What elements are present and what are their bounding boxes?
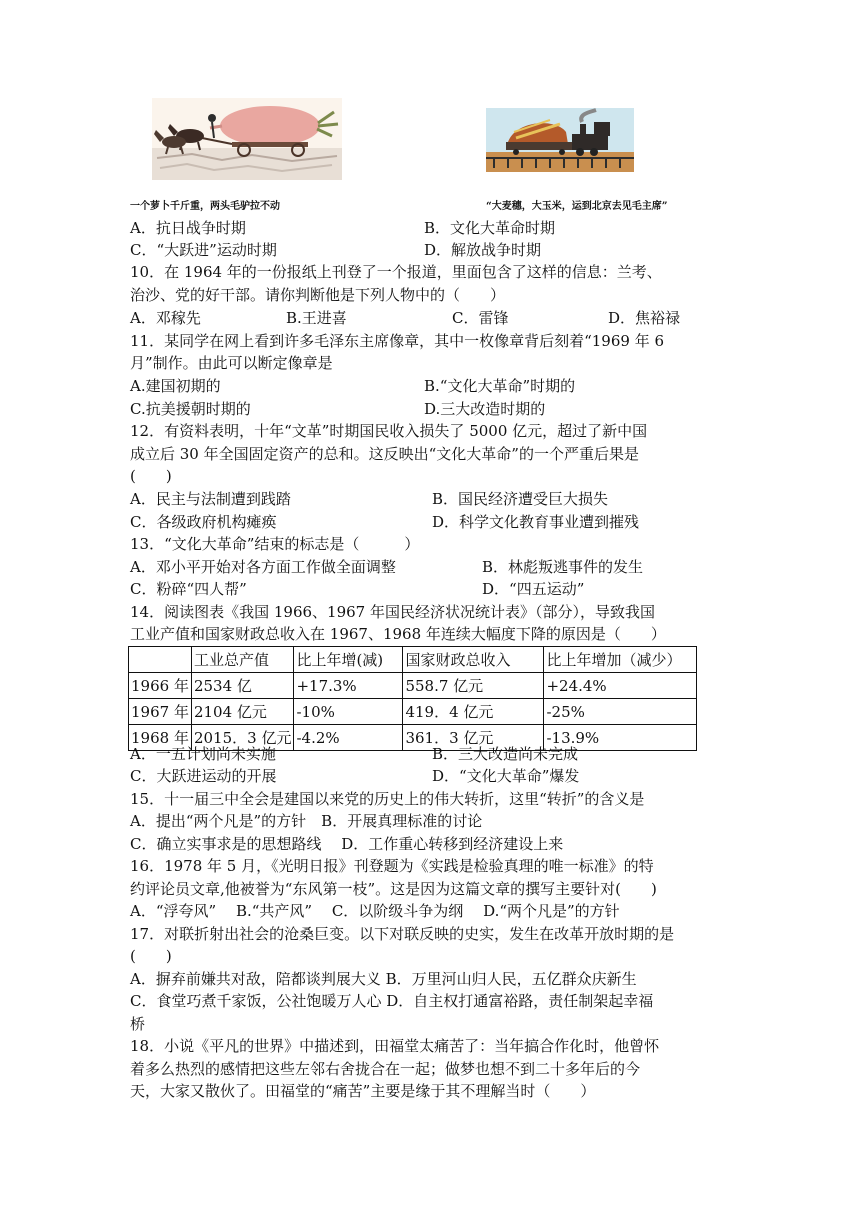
table-cell: -10% — [294, 699, 403, 725]
table-cell: 1968 年 — [129, 725, 192, 751]
q10-option-a: A．邓稼先 — [130, 309, 201, 327]
q11-option-d: D.三大改造时期的 — [424, 400, 546, 418]
q13-option-d: D．“四五运动” — [482, 580, 585, 598]
q14-option-d: D．“文化大革命”爆发 — [432, 767, 580, 785]
q10-stem-line1: 10．在 1964 年的一份报纸上刊登了一个报道，里面包含了这样的信息：兰考、 — [130, 263, 662, 281]
table-header-cell: 比上年增加（减少） — [544, 647, 697, 673]
q15-stem-line1: 15．十一届三中全会是建国以来党的历史上的伟大转折，这里“转折”的含义是 — [130, 790, 645, 808]
q9-option-d: D．解放战争时期 — [424, 241, 542, 259]
grain-train-cartoon — [486, 108, 634, 172]
table-cell: -25% — [544, 699, 697, 725]
q10-option-c: C．雷锋 — [452, 309, 509, 327]
q13-option-b: B．林彪叛逃事件的发生 — [482, 558, 644, 576]
q15-options-line2: C．确立实事求是的思想路线 D．工作重心转移到经济建设上来 — [130, 835, 564, 853]
table-header-cell: 工业总产值 — [191, 647, 294, 673]
table-header-cell: 国家财政总收入 — [403, 647, 544, 673]
q14-option-c: C．大跃进运动的开展 — [130, 767, 277, 785]
table-header-cell — [129, 647, 192, 673]
table-row — [129, 673, 697, 699]
q13-stem-line1: 13．“文化大革命”结束的标志是（ ） — [130, 535, 420, 553]
q12-stem-line2: 成立后 30 年全国固定资产的总和。这反映出“文化大革命”的一个严重后果是 — [130, 445, 639, 463]
right-cartoon-caption: “大麦穗，大玉米，运到北京去见毛主席” — [486, 201, 668, 212]
q12-stem-line1: 12．有资料表明，十年“文革”时期国民收入损失了 5000 亿元，超过了新中国 — [130, 422, 648, 440]
table-header-row — [129, 647, 697, 673]
q12-option-d: D．科学文化教育事业遭到摧残 — [432, 513, 640, 531]
q12-option-a: A．民主与法制遭到践踏 — [130, 490, 291, 508]
table-cell: 2015．3 亿元 — [191, 725, 294, 751]
table-cell: 1967 年 — [129, 699, 192, 725]
table-cell: +17.3% — [294, 673, 403, 699]
table-header-cell: 比上年增(减) — [294, 647, 403, 673]
table-cell: -13.9% — [544, 725, 697, 751]
table-cell: 361．3 亿元 — [403, 725, 544, 751]
q14-option-b: B．三大改造尚未完成 — [432, 745, 579, 763]
radish-cart-cartoon — [152, 98, 342, 180]
table-cell: -4.2% — [294, 725, 403, 751]
economy-stats-table — [128, 646, 697, 751]
q9-option-a: A．抗日战争时期 — [130, 219, 246, 237]
q13-option-c: C．粉碎“四人帮” — [130, 580, 247, 598]
table-cell: +24.4% — [544, 673, 697, 699]
q12-option-c: C．各级政府机构瘫痪 — [130, 513, 277, 531]
q9-option-b: B．文化大革命时期 — [424, 219, 556, 237]
q17-options-line3: 桥 — [130, 1015, 146, 1033]
q17-options-line1: A．摒弃前嫌共对敌，陪都谈判展大义 B．万里河山归人民，五亿群众庆新生 — [130, 970, 637, 988]
q13-option-a: A．邓小平开始对各方面工作做全面调整 — [130, 558, 396, 576]
q18-stem-line2: 着多么热烈的感情把这些左邻右舍拢合在一起；做梦也想不到二十多年后的今 — [130, 1060, 641, 1078]
q14-stem-line2: 工业产值和国家财政总收入在 1967、1968 年连续大幅度下降的原因是（ ） — [130, 625, 666, 643]
table-cell: 419．4 亿元 — [403, 699, 544, 725]
q15-options-line1: A．提出“两个凡是”的方针 B．开展真理标准的讨论 — [130, 812, 483, 830]
q16-stem-line2: 约评论员文章,他被誉为“东风第一枝”。这是因为这篇文章的撰写主要针对( ) — [130, 880, 657, 898]
q11-option-b: B.“文化大革命”时期的 — [424, 377, 576, 395]
q18-stem-line1: 18．小说《平凡的世界》中描述到，田福堂太痛苦了：当年搞合作化时，他曾怀 — [130, 1037, 660, 1055]
q18-stem-line3: 天，大家又散伙了。田福堂的“痛苦”主要是缘于其不理解当时（ ） — [130, 1082, 596, 1100]
q10-stem-line2: 治沙、党的好干部。请你判断他是下列人物中的（ ） — [130, 286, 506, 304]
q12-option-b: B．国民经济遭受巨大损失 — [432, 490, 609, 508]
q12-stem-line3: ( ) — [130, 467, 172, 485]
q10-option-d: D．焦裕禄 — [608, 309, 681, 327]
table-cell: 1966 年 — [129, 673, 192, 699]
q10-option-b: B.王进喜 — [286, 309, 347, 327]
table-row — [129, 699, 697, 725]
q16-stem-line1: 16．1978 年 5 月，《光明日报》刊登题为《实践是检验真理的唯一标准》的特 — [130, 857, 654, 875]
q11-option-c: C.抗美援朝时期的 — [130, 400, 251, 418]
table-cell: 2104 亿元 — [191, 699, 294, 725]
q14-option-a: A．一五计划尚未实施 — [130, 745, 276, 763]
q9-option-c: C．“大跃进”运动时期 — [130, 241, 277, 259]
q11-stem-line2: 月”制作。由此可以断定像章是 — [130, 354, 333, 372]
left-cartoon-caption: 一个萝卜千斤重，两头毛驴拉不动 — [130, 201, 280, 212]
q17-options-line2: C．食堂巧煮千家饭，公社饱暖万人心 D．自主权打通富裕路，责任制架起幸福 — [130, 992, 654, 1010]
q16-options-line: A．“浮夸风” B.“共产风” C．以阶级斗争为纲 D.“两个凡是”的方针 — [130, 902, 620, 920]
q11-stem-line1: 11．某同学在网上看到许多毛泽东主席像章，其中一枚像章背后刻着“1969 年 6 — [130, 332, 665, 350]
q17-stem-line1: 17．对联折射出社会的沧桑巨变。以下对联反映的史实，发生在改革开放时期的是 — [130, 925, 675, 943]
q14-stem-line1: 14．阅读图表《我国 1966、1967 年国民经济状况统计表》（部分），导致我国 — [130, 603, 655, 621]
q17-stem-line2: ( ) — [130, 947, 172, 965]
table-cell: 558.7 亿元 — [403, 673, 544, 699]
table-cell: 2534 亿 — [191, 673, 294, 699]
q11-option-a: A.建国初期的 — [130, 377, 221, 395]
